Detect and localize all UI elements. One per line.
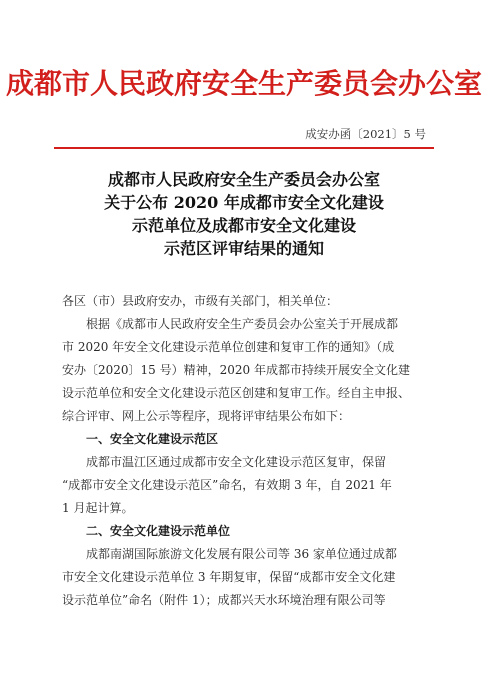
paragraph-line: 设示范单位和安全文化建设示范区创建和复审工作。经自主申报、 xyxy=(62,386,411,400)
paragraph-line: 设示范单位”命名（附件 1）；成都兴天水环境治理有限公司等 xyxy=(62,593,386,607)
paragraph-line: 安办〔2020〕15 号）精神，2020 年成都市持续开展安全文化建 xyxy=(62,363,410,377)
salutation: 各区（市）县政府安办，市级有关部门，相关单位： xyxy=(62,294,339,308)
title-line: 示范区评审结果的通知 xyxy=(163,239,324,258)
paragraph-line: 成都南湖国际旅游文化发展有限公司等 36 家单位通过成都 xyxy=(86,547,397,561)
title-line: 关于公布 2020 年成都市安全文化建设 xyxy=(104,193,384,212)
paragraph-line: “成都市安全文化建设示范区”命名，有效期 3 年，自 2021 年 xyxy=(62,478,392,492)
document-number: 成安办函〔2021〕5 号 xyxy=(305,127,426,141)
red-divider-line xyxy=(54,147,434,149)
paragraph-line: 根据《成都市人民政府安全生产委员会办公室关于开展成都 xyxy=(86,317,399,331)
document-title xyxy=(0,168,488,260)
issuer-red-header: 成都市人民政府安全生产委员会办公室 xyxy=(5,67,482,100)
title-line: 示范单位及成都市安全文化建设 xyxy=(131,216,356,235)
paragraph-line: 1 月起计算。 xyxy=(62,501,134,515)
paragraph-line: 综合评审、网上公示等程序，现将评审结果公布如下： xyxy=(62,409,351,423)
document-body xyxy=(62,290,434,612)
section-heading: 一、安全文化建设示范区 xyxy=(86,432,219,446)
paragraph-line: 市安全文化建设示范单位 3 年期复审，保留“成都市安全文化建 xyxy=(62,570,396,584)
title-line: 成都市人民政府安全生产委员会办公室 xyxy=(107,170,380,189)
section-heading: 二、安全文化建设示范单位 xyxy=(86,524,231,538)
paragraph-line: 成都市温江区通过成都市安全文化建设示范区复审，保留 xyxy=(86,455,387,469)
paragraph-line: 市 2020 年安全文化建设示范单位创建和复审工作的通知》（成 xyxy=(62,340,395,354)
